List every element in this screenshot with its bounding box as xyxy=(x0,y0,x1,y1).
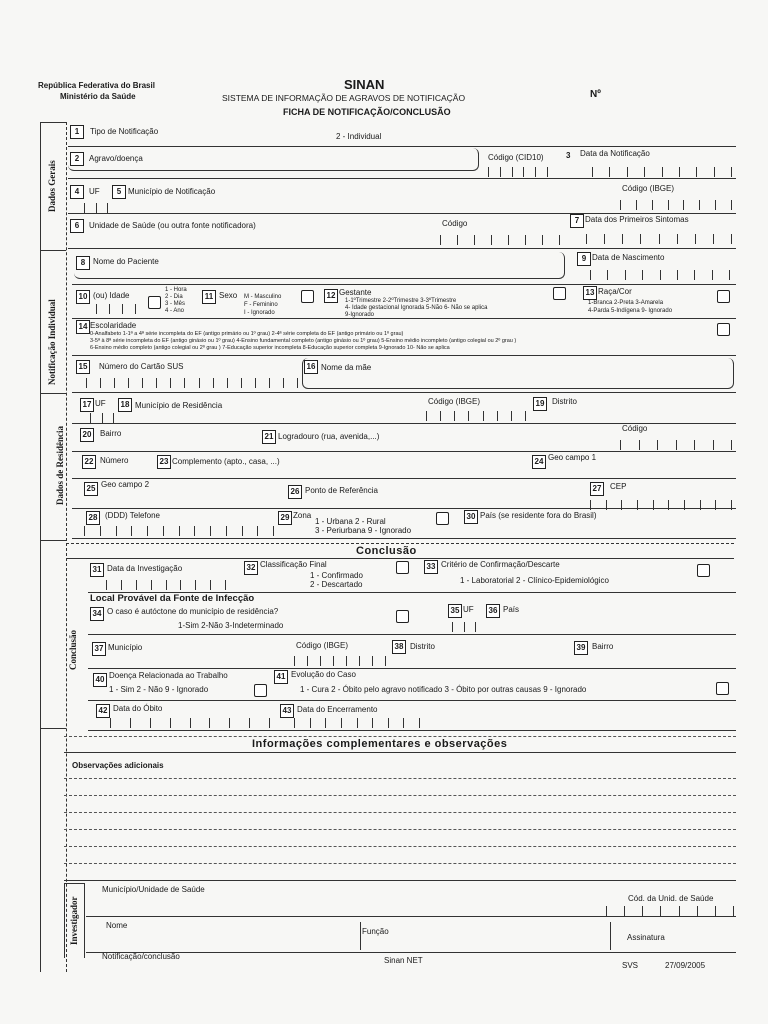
field-21-code-label: Código xyxy=(622,424,648,433)
field-39-number: 39 xyxy=(574,641,588,655)
form-system-title: SINAN xyxy=(344,77,385,92)
form-subtitle: SISTEMA DE INFORMAÇÃO DE AGRAVOS DE NOTIFICAÇÃO xyxy=(222,93,466,103)
field-23-number: 23 xyxy=(157,455,171,469)
field-12-label: Gestante xyxy=(339,288,372,297)
field-17-label: UF xyxy=(95,399,106,408)
side-label-investigador: Investigador xyxy=(69,896,79,945)
field-29-checkbox[interactable] xyxy=(436,512,449,525)
field-30-number: 30 xyxy=(464,510,478,524)
field-10-opt2: 2 - Dia xyxy=(165,294,183,300)
field-36-label: País xyxy=(503,605,520,614)
field-41-checkbox[interactable] xyxy=(716,682,729,695)
field-7-label: Data dos Primeiros Sintomas xyxy=(585,215,689,224)
field-13-opts-1: 1-Branca 2-Preta 3-Amarela xyxy=(588,300,664,306)
field-1-label: Tipo de Notificação xyxy=(90,127,159,136)
observacoes-textarea[interactable] xyxy=(64,758,736,878)
field-42-number: 42 xyxy=(96,704,110,718)
field-43-number: 43 xyxy=(280,704,294,718)
field-34-checkbox[interactable] xyxy=(396,610,409,623)
side-label-dados-gerais: Dados Gerais xyxy=(47,160,57,212)
field-32-opt2: 2 - Descartado xyxy=(310,580,363,589)
field-31-input[interactable] xyxy=(106,580,226,590)
investigador-cod-label: Cód. da Unid. de Saúde xyxy=(628,894,714,903)
investigador-municipio-label: Município/Unidade de Saúde xyxy=(102,885,205,894)
field-14-opts-3: 6-Ensino médio completo (antigo colegial ou 2º grau ) 7-Educação superior incompleta 8-Educação superior completa 9-Ignorado 10- Não se aplica xyxy=(90,345,450,351)
investigador-funcao-label: Função xyxy=(362,927,389,936)
field-41-label: Evolução do Caso xyxy=(291,670,356,679)
field-12-opts-1: 1-1ºTrimestre 2-2ºTrimestre 3-3ºTrimestre xyxy=(345,298,457,304)
field-4-number: 4 xyxy=(70,185,84,199)
field-20-number: 20 xyxy=(80,428,94,442)
field-18-code-label: Código (IBGE) xyxy=(428,397,481,406)
field-23-label: Complemento (apto., casa, ...) xyxy=(172,457,280,466)
field-10-label: (ou) Idade xyxy=(93,291,130,300)
field-4-input[interactable] xyxy=(84,203,108,213)
field-32-opt1: 1 - Confirmado xyxy=(310,571,363,580)
field-17-number: 17 xyxy=(80,398,94,412)
field-22-number: 22 xyxy=(82,455,96,469)
field-10-checkbox[interactable] xyxy=(148,296,161,309)
field-16-label: Nome da mãe xyxy=(321,363,372,372)
field-15-label: Número do Cartão SUS xyxy=(99,362,184,371)
field-10-opt4: 4 - Ano xyxy=(165,308,185,314)
observacoes-label: Observações adicionais xyxy=(72,761,164,770)
republic-label: República Federativa do Brasil xyxy=(38,81,155,90)
section-local-provavel: Local Provável da Fonte de Infecção xyxy=(90,593,255,604)
field-10-opt1: 1 - Hora xyxy=(165,287,187,293)
field-19-label: Distrito xyxy=(552,397,577,406)
field-10-input[interactable] xyxy=(96,304,136,314)
footer-date: 27/09/2005 xyxy=(665,961,706,970)
field-2-code-label: Código (CID10) xyxy=(488,153,544,162)
field-32-label: Classificação Final xyxy=(260,560,327,569)
field-1-number: 1 xyxy=(70,125,84,139)
field-14-checkbox[interactable] xyxy=(717,323,730,336)
section-info-complementares: Informações complementares e observações xyxy=(252,738,508,750)
field-29-opt2: 3 - Periurbana 9 - Ignorado xyxy=(315,526,412,535)
field-42-input[interactable] xyxy=(110,718,270,728)
field-28-label: (DDD) Telefone xyxy=(105,511,160,520)
field-11-number: 11 xyxy=(202,290,216,304)
field-26-number: 26 xyxy=(288,485,302,499)
field-43-input[interactable] xyxy=(294,718,420,728)
field-27-number: 27 xyxy=(590,482,604,496)
field-16-number: 16 xyxy=(304,360,318,374)
field-34-label: O caso é autóctone do município de residência? xyxy=(107,607,279,616)
field-11-opt2: F - Feminino xyxy=(244,302,278,308)
field-21-label: Logradouro (rua, avenida,...) xyxy=(278,432,380,441)
field-12-opts-3: 9-Ignorado xyxy=(345,312,375,318)
field-2-label: Agravo/doença xyxy=(89,154,143,163)
field-33-label: Critério de Confirmação/Descarte xyxy=(441,560,560,569)
field-11-opt1: M - Masculino xyxy=(244,294,282,300)
field-34-number: 34 xyxy=(90,607,104,621)
field-18-code-input[interactable] xyxy=(426,411,526,421)
footer-system-name: Sinan NET xyxy=(384,956,423,965)
field-33-opts: 1 - Laboratorial 2 - Clínico-Epidemiológico xyxy=(460,576,609,585)
field-37-code-label: Código (IBGE) xyxy=(296,641,349,650)
field-6-code-input[interactable] xyxy=(440,235,560,245)
field-11-label: Sexo xyxy=(219,291,238,300)
field-11-opt3: I - Ignorado xyxy=(244,310,275,316)
field-22-label: Número xyxy=(100,456,129,465)
field-3-date-input[interactable] xyxy=(592,167,732,177)
field-2-number: 2 xyxy=(70,152,84,166)
field-13-opts-2: 4-Parda 5-Indígena 9- Ignorado xyxy=(588,308,673,314)
field-6-code-label: Código xyxy=(442,219,468,228)
field-12-checkbox[interactable] xyxy=(553,287,566,300)
investigador-nome-label: Nome xyxy=(106,921,128,930)
field-8-label: Nome do Paciente xyxy=(93,257,159,266)
side-label-conclusao: Conclusão xyxy=(68,629,78,670)
field-8-number: 8 xyxy=(76,256,90,270)
field-1-value: 2 - Individual xyxy=(336,132,382,141)
field-14-number: 14 xyxy=(76,320,90,334)
field-37-label: Município xyxy=(108,643,143,652)
field-38-label: Distrito xyxy=(410,642,435,651)
field-32-number: 32 xyxy=(244,561,258,575)
field-10-number: 10 xyxy=(76,290,90,304)
side-label-notificacao: Notificação Individual xyxy=(47,299,57,385)
field-31-number: 31 xyxy=(90,563,104,577)
field-14-opts-1: 0-Analfabeto 1-1ª a 4ª série incompleta do EF (antigo primário ou 1º grau) 2-4ª série completa do EF (antigo primário ou 1º grau) xyxy=(90,331,404,337)
field-9-date-input[interactable] xyxy=(590,270,730,280)
footer-svs: SVS xyxy=(622,961,639,970)
field-24-number: 24 xyxy=(532,455,546,469)
field-20-label: Bairro xyxy=(100,429,122,438)
field-10-opt3: 3 - Mês xyxy=(165,301,186,307)
field-41-number: 41 xyxy=(274,670,288,684)
field-5-number: 5 xyxy=(112,185,126,199)
field-40-label: Doença Relacionada ao Trabalho xyxy=(109,671,228,680)
field-13-checkbox[interactable] xyxy=(717,290,730,303)
field-18-label: Município de Residência xyxy=(135,401,223,410)
field-12-opts-2: 4- Idade gestacional Ignorada 5-Não 6- Não se aplica xyxy=(345,305,488,311)
field-35-number: 35 xyxy=(448,604,462,618)
field-6-number: 6 xyxy=(70,219,84,233)
field-41-opts: 1 - Cura 2 - Óbito pelo agravo notificado 3 - Óbito por outras causas 9 - Ignorado xyxy=(300,685,587,694)
investigador-cod-input[interactable] xyxy=(606,906,734,916)
field-33-number: 33 xyxy=(424,560,438,574)
field-29-label: Zona xyxy=(293,511,312,520)
field-21-number: 21 xyxy=(262,430,276,444)
field-39-label: Bairro xyxy=(592,642,614,651)
field-9-label: Data de Nascimento xyxy=(592,253,665,262)
footer-form-type: Notificação/conclusão xyxy=(102,952,180,961)
field-35-label: UF xyxy=(463,605,474,614)
field-29-number: 29 xyxy=(278,511,292,525)
field-27-label: CEP xyxy=(610,482,627,491)
field-40-checkbox[interactable] xyxy=(254,684,267,697)
field-2-input[interactable] xyxy=(68,148,479,171)
field-33-checkbox[interactable] xyxy=(697,564,710,577)
field-2-code-input[interactable] xyxy=(488,167,548,177)
field-13-number: 13 xyxy=(583,286,597,300)
field-11-checkbox[interactable] xyxy=(301,290,314,303)
field-13-label: Raça/Cor xyxy=(598,287,632,296)
field-32-checkbox[interactable] xyxy=(396,561,409,574)
number-label: Nº xyxy=(590,89,601,100)
field-5-label: Município de Notificação xyxy=(128,187,216,196)
field-8-input[interactable] xyxy=(74,252,565,279)
field-16-input[interactable] xyxy=(302,358,734,389)
field-25-number: 25 xyxy=(84,482,98,496)
field-15-number: 15 xyxy=(76,360,90,374)
field-19-number: 19 xyxy=(533,397,547,411)
field-40-opts: 1 - Sim 2 - Não 9 - Ignorado xyxy=(109,685,209,694)
field-37-code-input[interactable] xyxy=(294,656,386,666)
field-9-number: 9 xyxy=(577,252,591,266)
field-34-opts: 1-Sim 2-Não 3-Indeterminado xyxy=(178,621,284,630)
field-42-label: Data do Óbito xyxy=(113,704,163,713)
field-28-number: 28 xyxy=(86,511,100,525)
field-3-number: 3 xyxy=(566,151,571,160)
field-30-label: País (se residente fora do Brasil) xyxy=(480,511,597,520)
field-14-label: Escolaridade xyxy=(90,321,137,330)
field-36-number: 36 xyxy=(486,604,500,618)
field-17-input[interactable] xyxy=(90,413,114,423)
ministry-label: Ministério da Saúde xyxy=(60,92,136,101)
field-7-date-input[interactable] xyxy=(586,234,732,244)
field-35-input[interactable] xyxy=(452,622,476,632)
field-43-label: Data do Encerramento xyxy=(297,705,378,714)
field-28-input[interactable] xyxy=(84,526,274,536)
field-4-label: UF xyxy=(89,187,100,196)
field-18-number: 18 xyxy=(118,398,132,412)
investigador-assinatura-label: Assinatura xyxy=(627,933,665,942)
field-37-number: 37 xyxy=(92,642,106,656)
side-label-residencia: Dados de Residência xyxy=(55,425,65,505)
field-25-label: Geo campo 2 xyxy=(101,480,150,489)
field-31-label: Data da Investigação xyxy=(107,564,183,573)
field-40-number: 40 xyxy=(93,673,107,687)
form-name: FICHA DE NOTIFICAÇÃO/CONCLUSÃO xyxy=(283,107,451,117)
field-5-code-input[interactable] xyxy=(620,200,732,210)
field-21-code-input[interactable] xyxy=(620,440,732,450)
field-15-input[interactable] xyxy=(86,378,298,388)
section-conclusao-title: Conclusão xyxy=(356,545,417,557)
field-24-label: Geo campo 1 xyxy=(548,453,597,462)
field-12-number: 12 xyxy=(324,289,338,303)
field-14-opts-2: 3-5ª à 8ª série incompleta do EF (antigo ginásio ou 1º grau) 4-Ensino fundamental completo (antigo ginásio ou 1º grau) 5-Ensino médio incompleto (antigo colegial ou 2º grau ) xyxy=(90,338,517,344)
field-7-number: 7 xyxy=(570,214,584,228)
field-38-number: 38 xyxy=(392,640,406,654)
field-29-opt1: 1 - Urbana 2 - Rural xyxy=(315,517,386,526)
field-26-label: Ponto de Referência xyxy=(305,486,378,495)
field-6-label: Unidade de Saúde (ou outra fonte notificadora) xyxy=(89,221,256,230)
field-5-code-label: Código (IBGE) xyxy=(622,184,675,193)
field-3-label: Data da Notificação xyxy=(580,149,650,158)
